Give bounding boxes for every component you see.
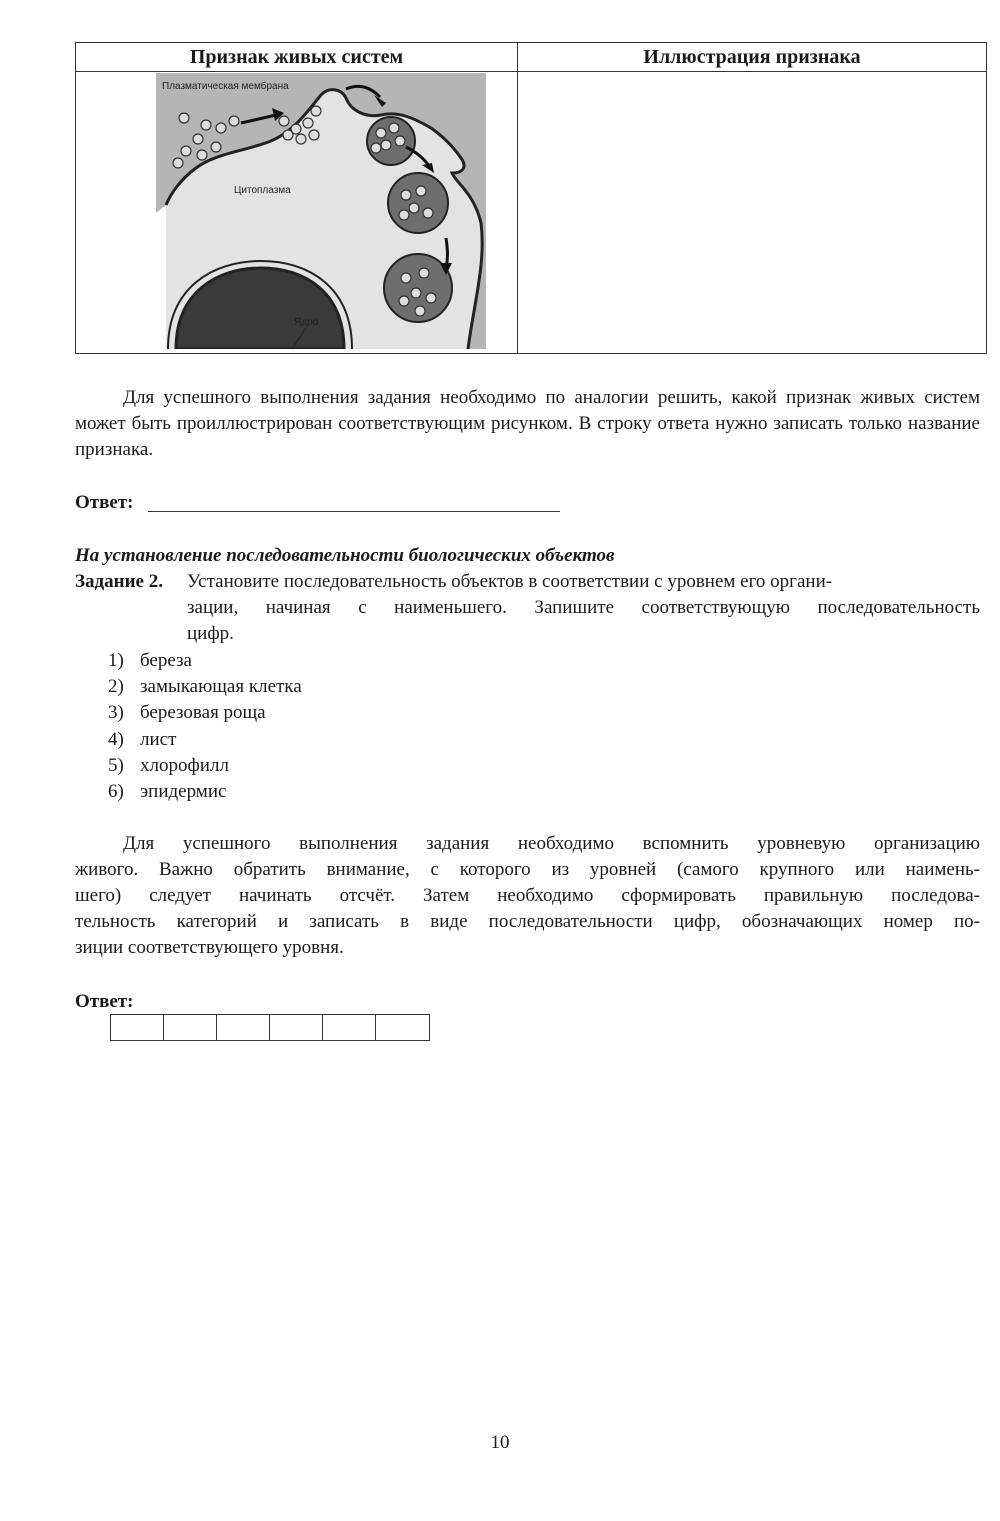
task1-hint-line-2: живых систем может быть проиллюстрирован соответствующим рисунком. В строку ответа — [75, 387, 981, 434]
task1-hint-line-1: Для успешного выполнения задания необходимо по аналогии решить, какой признак — [123, 387, 852, 408]
table-column-divider — [517, 43, 518, 353]
task1-answer-label: Ответ: — [75, 492, 134, 513]
page-number: 10 — [490, 1432, 510, 1453]
header-living-system-sign: Признак живых систем — [189, 46, 404, 68]
task2-answer-label: Ответ: — [75, 991, 134, 1012]
answer-cell[interactable] — [323, 1015, 376, 1040]
task2-hint-line-5: зиции соответствующего уровня. — [75, 937, 344, 958]
section-title: На установление последовательности биологических объектов — [75, 545, 615, 566]
list-item: 5) хлорофилл — [108, 755, 229, 776]
task1-answer-line[interactable] — [148, 511, 560, 512]
task2-hint-line-4: тельность категорий и записать в виде последовательности цифр, обозначающих номер по- — [75, 911, 980, 932]
list-item: 3) березовая роща — [108, 702, 266, 723]
task2-hint-line-2: живого. Важно обратить внимание, с которого из уровней (самого крупного или наимень- — [75, 859, 980, 880]
sign-table — [75, 42, 987, 354]
task2-text-line-3: цифр. — [187, 623, 234, 644]
cytoplasm-label: Цитоплазма — [234, 185, 291, 196]
list-item: 1) береза — [108, 650, 192, 671]
task1-hint — [75, 385, 980, 463]
answer-cell[interactable] — [376, 1015, 429, 1040]
budding-vesicle — [388, 173, 448, 233]
task2-hint-line-1: Для успешного выполнения задания необходимо вспомнить уровневую организацию — [123, 833, 980, 854]
task2-text-line-1: Установите последовательность объектов в соответствии с уровнем его органи- — [187, 571, 833, 592]
task2-label: Задание 2. — [75, 571, 163, 592]
answer-cell[interactable] — [164, 1015, 217, 1040]
endocytosis-illustration — [156, 73, 486, 349]
task1-hint-line-3: нужно записать только название признака. — [75, 413, 980, 460]
answer-cell[interactable] — [217, 1015, 270, 1040]
list-item: 6) эпидермис — [108, 781, 227, 802]
list-item: 4) лист — [108, 729, 177, 750]
answer-cell[interactable] — [111, 1015, 164, 1040]
nucleus-label: Ядро — [294, 317, 319, 328]
task2-hint-line-3: шего) следует начинать отсчёт. Затем необходимо сформировать правильную последова- — [75, 885, 980, 906]
header-sign-illustration: Иллюстрация признака — [643, 46, 861, 68]
answer-cells — [110, 1014, 430, 1041]
list-item: 2) замыкающая клетка — [108, 676, 302, 697]
membrane-label: Плазматическая мембрана — [162, 81, 289, 92]
answer-cell[interactable] — [270, 1015, 323, 1040]
task2-text-line-2: зации, начиная с наименьшего. Запишите соответствующую последовательность — [187, 597, 980, 618]
